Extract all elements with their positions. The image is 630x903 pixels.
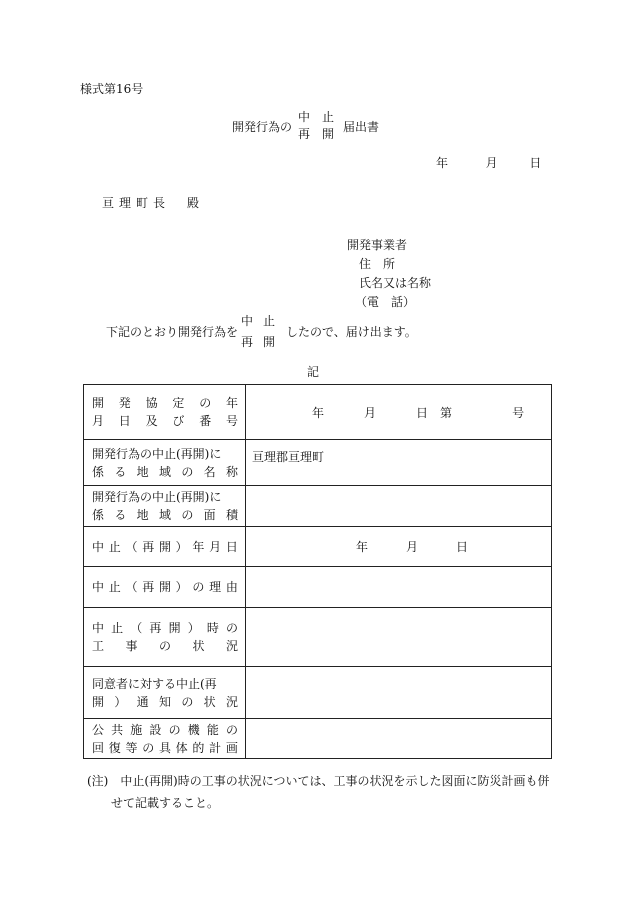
label-text: 開 発 協 定 の 年: [92, 396, 238, 410]
row-label-restoration-plan: [84, 719, 246, 759]
label-text: 公 共 施 設 の 機 能 の: [92, 722, 238, 737]
addressee: 亘理町長 殿: [102, 196, 205, 210]
title-option-resume: 再 開: [298, 127, 335, 141]
label-text: 中 止 （ 再 開 ） 時 の: [92, 621, 238, 635]
note-line-1: (注) 中止(再開)時の工事の状況については、工事の状況を示した図面に防災計画も併: [87, 774, 550, 788]
notice-option-stack: [241, 311, 285, 353]
table-row: [84, 440, 552, 486]
table-row: [84, 527, 552, 567]
ki-heading: 記: [307, 365, 320, 379]
consenter-notice-field[interactable]: [246, 667, 552, 719]
restoration-plan-field[interactable]: [246, 719, 552, 759]
row-label-area-name: [84, 440, 246, 486]
applicant-address-label: 住 所: [359, 257, 396, 271]
row-label-consenter-notice: [84, 667, 246, 719]
table-row: [84, 385, 552, 440]
table-row: [84, 667, 552, 719]
work-status-field[interactable]: [246, 608, 552, 667]
date-year-label: 年: [436, 156, 449, 170]
number-suffix-label: 号: [512, 405, 525, 420]
date-month-label: 月: [485, 156, 498, 170]
label-text: 回 復 等 の 具 体 的 計 画: [92, 740, 238, 755]
title-suffix: 届出書: [343, 120, 380, 134]
table-row: [84, 567, 552, 608]
day-label: 日: [416, 405, 429, 420]
row-label-agreement: [84, 385, 246, 440]
label-text: 開発行為の中止(再開)に: [92, 490, 222, 504]
label-text: 同意者に対する中止(再: [92, 676, 217, 691]
label-text: 係 る 地 域 の 面 積: [92, 508, 238, 522]
applicant-name-label: 氏名又は名称: [359, 276, 432, 290]
label-text: 係 る 地 域 の 名 称: [92, 464, 238, 479]
day-label: 日: [456, 540, 469, 554]
row-label-work-status: [84, 608, 246, 667]
row-label-reason: [84, 567, 246, 608]
title-option-stack: [298, 109, 334, 143]
notice-suffix: したので、届け出ます。: [286, 325, 417, 339]
form-number: 様式第16号: [80, 82, 144, 96]
applicant-heading: 開発事業者: [347, 238, 408, 252]
title-prefix: 開発行為の: [232, 120, 293, 134]
area-size-field[interactable]: [246, 486, 552, 527]
month-label: 月: [406, 540, 419, 554]
table-row: [84, 486, 552, 527]
applicant-phone-label: （電 話）: [355, 295, 416, 309]
submission-date: [436, 154, 541, 171]
label-text: 中 止 （ 再 開 ） の 理 由: [92, 580, 238, 594]
label-line: [92, 412, 238, 430]
agreement-date-number-field[interactable]: [246, 385, 552, 440]
table-row: [84, 608, 552, 667]
label-line: [92, 394, 238, 412]
notice-option-stop: 中止: [241, 314, 286, 328]
applicant-block: [347, 236, 431, 312]
notice-prefix: 下記のとおり開発行為を: [106, 325, 239, 339]
title-option-stop: 中 止: [298, 110, 335, 124]
label-text: 中 止 （ 再 開 ） 年 月 日: [92, 539, 238, 554]
row-label-date: [84, 527, 246, 567]
row-label-area-size: [84, 486, 246, 527]
label-text: 月 日 及 び 番 号: [92, 414, 238, 428]
area-name-field[interactable]: 亘理郡亘理町: [246, 440, 552, 486]
label-text: 工 事 の 状 況: [92, 639, 238, 653]
number-prefix-label: 第: [440, 405, 453, 420]
stop-resume-date-field[interactable]: [246, 527, 552, 567]
reason-field[interactable]: [246, 567, 552, 608]
details-table: [83, 384, 552, 759]
label-text: 開 ） 通 知 の 状 況: [92, 694, 238, 709]
notice-option-resume: 再開: [241, 335, 286, 349]
date-day-label: 日: [529, 156, 542, 170]
table-row: [84, 719, 552, 759]
label-text: 開発行為の中止(再開)に: [92, 446, 222, 461]
year-label: 年: [312, 405, 325, 420]
note-line-2: せて記載すること。: [111, 796, 220, 810]
month-label: 月: [364, 405, 377, 420]
year-label: 年: [356, 540, 369, 554]
